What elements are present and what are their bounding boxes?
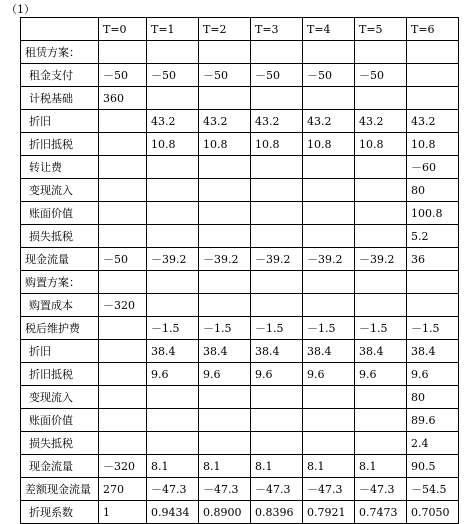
table-cell: 2.4 xyxy=(407,432,459,455)
table-cell xyxy=(303,202,355,225)
table-cell xyxy=(199,202,251,225)
table-cell xyxy=(99,386,147,409)
header-cell: T=0 xyxy=(99,18,147,41)
table-cell xyxy=(251,432,303,455)
row-label: 折旧 xyxy=(21,110,99,133)
table-cell: －50 xyxy=(199,64,251,87)
row-label: 税后维护费 xyxy=(21,317,99,340)
table-cell xyxy=(303,87,355,110)
table-cell xyxy=(199,87,251,110)
table-cell: 36 xyxy=(407,248,459,271)
table-cell: 43.2 xyxy=(199,110,251,133)
table-cell xyxy=(303,225,355,248)
row-label: 损失抵税 xyxy=(21,432,99,455)
table-cell xyxy=(99,179,147,202)
table-cell xyxy=(303,386,355,409)
table-cell: 0.7050 xyxy=(407,501,459,524)
table-cell: －1.5 xyxy=(199,317,251,340)
table-cell xyxy=(355,87,407,110)
table-cell xyxy=(99,202,147,225)
table-cell xyxy=(407,87,459,110)
table-cell: 90.5 xyxy=(407,455,459,478)
table-cell: －39.2 xyxy=(355,248,407,271)
table-cell xyxy=(147,179,199,202)
table-cell: 5.2 xyxy=(407,225,459,248)
table-cell xyxy=(99,340,147,363)
table-cell: －39.2 xyxy=(251,248,303,271)
table-cell xyxy=(199,271,251,294)
table-cell xyxy=(99,432,147,455)
table-cell: －1.5 xyxy=(147,317,199,340)
table-cell: 38.4 xyxy=(303,340,355,363)
table-cell xyxy=(303,294,355,317)
table-cell xyxy=(251,202,303,225)
table-cell: －50 xyxy=(147,64,199,87)
table-cell xyxy=(251,386,303,409)
table-cell xyxy=(303,432,355,455)
table-cell: 80 xyxy=(407,179,459,202)
table-cell xyxy=(355,225,407,248)
table-cell xyxy=(355,156,407,179)
row-label: 账面价值 xyxy=(21,202,99,225)
table-row xyxy=(21,294,459,317)
table-row xyxy=(21,202,459,225)
table-cell: 8.1 xyxy=(355,455,407,478)
table-cell xyxy=(147,41,199,64)
table-cell xyxy=(407,271,459,294)
table-cell: －50 xyxy=(251,64,303,87)
table-cell xyxy=(147,271,199,294)
table-cell: 43.2 xyxy=(407,110,459,133)
row-label: 购置方案： xyxy=(21,271,99,294)
table-cell xyxy=(199,409,251,432)
table-cell: 38.4 xyxy=(147,340,199,363)
table-cell xyxy=(355,432,407,455)
table-cell xyxy=(251,294,303,317)
table-cell: 270 xyxy=(99,478,147,501)
table-cell xyxy=(355,41,407,64)
table-cell xyxy=(199,156,251,179)
table-cell: 1 xyxy=(99,501,147,524)
table-cell: －1.5 xyxy=(303,317,355,340)
table-cell: 0.8900 xyxy=(199,501,251,524)
row-label: 计税基础 xyxy=(21,87,99,110)
table-cell: 43.2 xyxy=(303,110,355,133)
table-cell: －39.2 xyxy=(303,248,355,271)
table-cell xyxy=(99,363,147,386)
table-cell: －47.3 xyxy=(355,478,407,501)
table-row xyxy=(21,179,459,202)
header-cell: T=2 xyxy=(199,18,251,41)
table-cell xyxy=(251,179,303,202)
row-label: 租赁方案： xyxy=(21,41,99,64)
table-cell xyxy=(99,409,147,432)
table-cell xyxy=(199,225,251,248)
header-cell: T=1 xyxy=(147,18,199,41)
table-cell xyxy=(147,386,199,409)
table-row xyxy=(21,340,459,363)
table-cell xyxy=(199,294,251,317)
table-cell xyxy=(407,294,459,317)
table-cell xyxy=(407,64,459,87)
table-cell: 0.7473 xyxy=(355,501,407,524)
table-cell xyxy=(303,271,355,294)
table-cell xyxy=(355,386,407,409)
header-row xyxy=(21,18,459,41)
row-label: 变现流入 xyxy=(21,179,99,202)
table-row xyxy=(21,432,459,455)
table-cell xyxy=(147,409,199,432)
table-cell xyxy=(251,271,303,294)
table-row xyxy=(21,501,459,524)
table-row xyxy=(21,133,459,156)
table-cell: －50 xyxy=(99,248,147,271)
row-label: 折旧 xyxy=(21,340,99,363)
table-cell xyxy=(251,409,303,432)
table-cell: 43.2 xyxy=(251,110,303,133)
table-cell xyxy=(251,41,303,64)
table-cell: －320 xyxy=(99,294,147,317)
table-row xyxy=(21,156,459,179)
table-row xyxy=(21,225,459,248)
row-label: 折旧抵税 xyxy=(21,133,99,156)
table-cell: 10.8 xyxy=(407,133,459,156)
table-cell: －39.2 xyxy=(199,248,251,271)
table-cell xyxy=(147,156,199,179)
table-cell: 100.8 xyxy=(407,202,459,225)
table-row xyxy=(21,386,459,409)
table-cell: 43.2 xyxy=(355,110,407,133)
table-cell xyxy=(99,225,147,248)
row-label: 现金流量 xyxy=(21,248,99,271)
table-cell: 80 xyxy=(407,386,459,409)
table-cell xyxy=(355,202,407,225)
table-cell xyxy=(147,202,199,225)
table-cell: －50 xyxy=(99,64,147,87)
table-cell: －47.3 xyxy=(199,478,251,501)
table-row xyxy=(21,110,459,133)
table-cell: 0.7921 xyxy=(303,501,355,524)
table-row xyxy=(21,248,459,271)
row-label: 租金支付 xyxy=(21,64,99,87)
table-cell: 8.1 xyxy=(251,455,303,478)
table-cell: －1.5 xyxy=(355,317,407,340)
header-cell: T=3 xyxy=(251,18,303,41)
header-cell xyxy=(21,18,99,41)
table-cell xyxy=(303,41,355,64)
table-cell xyxy=(99,133,147,156)
table-cell: －50 xyxy=(355,64,407,87)
table-body xyxy=(21,41,459,524)
table-cell: 9.6 xyxy=(407,363,459,386)
table-cell: 43.2 xyxy=(147,110,199,133)
table-cell xyxy=(251,225,303,248)
table-cell xyxy=(303,179,355,202)
table-cell xyxy=(147,432,199,455)
table-cell xyxy=(99,271,147,294)
table-cell: 9.6 xyxy=(303,363,355,386)
table-cell xyxy=(199,41,251,64)
table-cell: 9.6 xyxy=(355,363,407,386)
table-cell: 38.4 xyxy=(407,340,459,363)
table-cell: 8.1 xyxy=(147,455,199,478)
table-cell: －47.3 xyxy=(251,478,303,501)
header-cell: T=6 xyxy=(407,18,459,41)
table-cell: －320 xyxy=(99,455,147,478)
table-cell: 0.8396 xyxy=(251,501,303,524)
table-row xyxy=(21,363,459,386)
table-cell xyxy=(147,87,199,110)
row-label: 现金流量 xyxy=(21,455,99,478)
table-cell xyxy=(355,179,407,202)
table-cell xyxy=(147,294,199,317)
table-cell: －60 xyxy=(407,156,459,179)
table-cell: －39.2 xyxy=(147,248,199,271)
table-cell: －54.5 xyxy=(407,478,459,501)
table-row xyxy=(21,87,459,110)
table-cell: 360 xyxy=(99,87,147,110)
table-cell: －47.3 xyxy=(303,478,355,501)
cash-flow-table xyxy=(20,17,459,524)
row-label: 折旧抵税 xyxy=(21,363,99,386)
table-cell xyxy=(355,409,407,432)
header-cell: T=4 xyxy=(303,18,355,41)
table-cell: －50 xyxy=(303,64,355,87)
table-cell xyxy=(199,386,251,409)
table-row xyxy=(21,455,459,478)
row-label: 折现系数 xyxy=(21,501,99,524)
table-cell: 10.8 xyxy=(147,133,199,156)
table-cell: 38.4 xyxy=(355,340,407,363)
row-label: 差额现金流量 xyxy=(21,478,99,501)
header-cell: T=5 xyxy=(355,18,407,41)
table-cell xyxy=(407,41,459,64)
table-cell xyxy=(199,432,251,455)
section-heading: （1） xyxy=(6,3,35,16)
row-label: 变现流入 xyxy=(21,386,99,409)
table-cell xyxy=(355,271,407,294)
row-label: 转让费 xyxy=(21,156,99,179)
row-label: 购置成本 xyxy=(21,294,99,317)
table-row xyxy=(21,478,459,501)
table-cell: 9.6 xyxy=(251,363,303,386)
row-label: 损失抵税 xyxy=(21,225,99,248)
table-cell: 89.6 xyxy=(407,409,459,432)
table-cell: 8.1 xyxy=(303,455,355,478)
table-row xyxy=(21,64,459,87)
table-row xyxy=(21,317,459,340)
table-row xyxy=(21,409,459,432)
table-cell: 38.4 xyxy=(199,340,251,363)
table-cell: 0.9434 xyxy=(147,501,199,524)
table-cell: 9.6 xyxy=(199,363,251,386)
table-cell: －1.5 xyxy=(251,317,303,340)
table-cell: 10.8 xyxy=(355,133,407,156)
table-cell xyxy=(355,294,407,317)
table-cell xyxy=(99,41,147,64)
table-cell xyxy=(99,156,147,179)
table-cell: 9.6 xyxy=(147,363,199,386)
table-cell: 10.8 xyxy=(251,133,303,156)
table-cell xyxy=(303,409,355,432)
table-cell: －47.3 xyxy=(147,478,199,501)
table-cell xyxy=(251,87,303,110)
row-label: 账面价值 xyxy=(21,409,99,432)
table-cell: 8.1 xyxy=(199,455,251,478)
table-cell xyxy=(99,110,147,133)
table-row xyxy=(21,41,459,64)
table-row xyxy=(21,271,459,294)
table-cell xyxy=(99,317,147,340)
table-cell xyxy=(251,156,303,179)
table-cell: 10.8 xyxy=(303,133,355,156)
table-cell xyxy=(303,156,355,179)
table-cell: 10.8 xyxy=(199,133,251,156)
table-cell xyxy=(199,179,251,202)
table-cell: 38.4 xyxy=(251,340,303,363)
table-cell xyxy=(147,225,199,248)
table-cell: －1.5 xyxy=(407,317,459,340)
